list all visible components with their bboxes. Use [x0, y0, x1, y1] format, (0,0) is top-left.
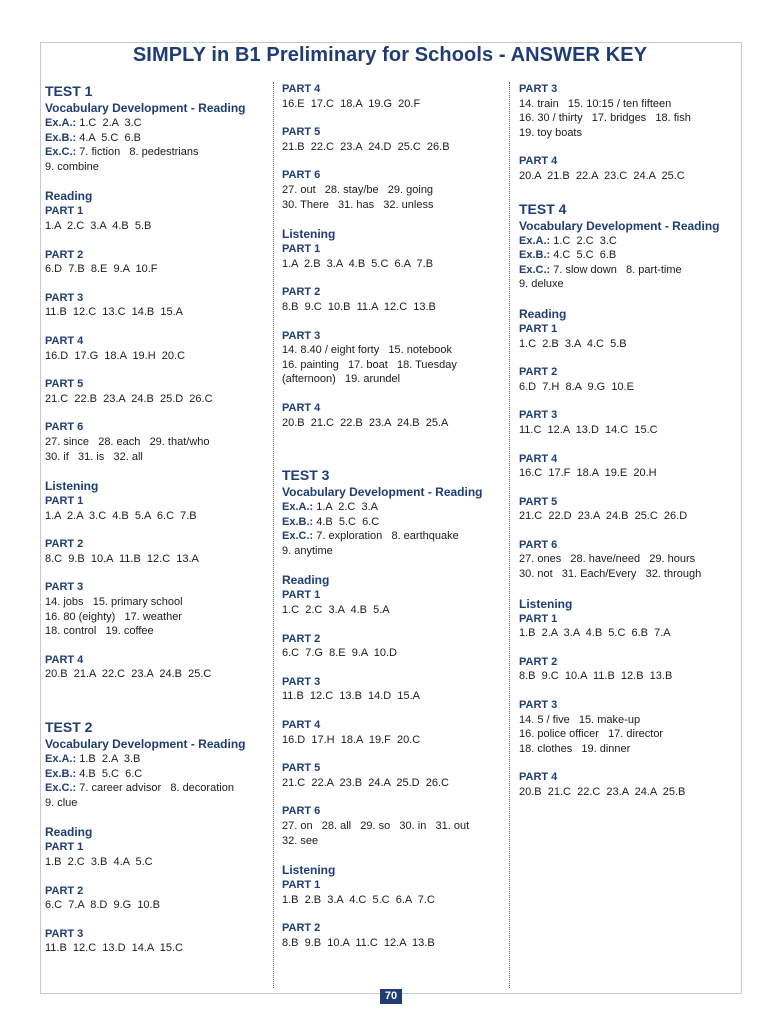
- part-title: PART 6: [519, 538, 558, 551]
- part-title: PART 2: [282, 286, 321, 299]
- part-title: PART 2: [519, 655, 558, 668]
- exercise-label: Ex.B.:: [282, 515, 314, 528]
- answer-line: 9. deluxe: [519, 278, 564, 291]
- section-title: Reading: [45, 825, 93, 840]
- column-divider: [273, 82, 274, 988]
- part-title: PART 2: [519, 366, 558, 379]
- answer-line: 21.C 22.B 23.A 24.B 25.D 26.C: [45, 392, 213, 405]
- answer-line: 11.B 12.C 13.C 14.B 15.A: [45, 306, 183, 319]
- answer-line: 14. jobs 15. primary school: [45, 596, 183, 609]
- part-title: PART 1: [282, 589, 321, 602]
- answer-text: 1.C 2.C 3.C: [550, 234, 617, 247]
- answer-line: 8.B 9.C 10.A 11.B 12.B 13.B: [519, 670, 673, 683]
- test-title: TEST 3: [282, 467, 330, 484]
- answer-line: 18. control 19. coffee: [45, 625, 154, 638]
- answer-line: 9. combine: [45, 160, 99, 173]
- exercise-label: Ex.A.:: [282, 501, 314, 514]
- answer-line: 18. clothes 19. dinner: [519, 742, 631, 755]
- answer-line: [282, 515, 507, 530]
- answer-line: 1.A 2.B 3.A 4.B 5.C 6.A 7.B: [282, 257, 434, 270]
- exercise-label: Ex.B.:: [519, 249, 551, 262]
- part-title: PART 5: [282, 762, 321, 775]
- answer-line: 16. painting 17. boat 18. Tuesday: [282, 358, 457, 371]
- answer-text: 1.A 2.C 3.A: [313, 501, 379, 514]
- exercise-label: Ex.A.:: [519, 234, 551, 247]
- part-title: PART 5: [45, 378, 84, 391]
- part-title: PART 2: [282, 922, 321, 935]
- answer-line: 11.C 12.A 13.D 14.C 15.C: [519, 423, 658, 436]
- part-title: PART 3: [282, 329, 321, 342]
- exercise-label: Ex.B.:: [45, 131, 77, 144]
- answer-line: 16.D 17.G 18.A 19.H 20.C: [45, 349, 186, 362]
- part-title: PART 3: [45, 581, 84, 594]
- part-title: PART 3: [519, 699, 558, 712]
- answer-line: 1.A 2.C 3.A 4.B 5.B: [45, 219, 152, 232]
- part-title: PART 1: [45, 205, 84, 218]
- exercise-label: Ex.A.:: [45, 753, 77, 766]
- answer-line: 20.B 21.A 22.C 23.A 24.B 25.C: [45, 668, 212, 681]
- exercise-label: Ex.C.:: [45, 146, 77, 159]
- answer-line: 27. out 28. stay/be 29. going: [282, 183, 434, 196]
- exercise-label: Ex.B.:: [45, 767, 77, 780]
- answer-line: 6.C 7.G 8.E 9.A 10.D: [282, 647, 397, 660]
- part-title: PART 2: [45, 538, 84, 551]
- answer-text: 4.B 5.C 6.C: [76, 767, 143, 780]
- exercise-label: Ex.C.:: [45, 782, 77, 795]
- section-title: Listening: [45, 479, 99, 494]
- answer-line: 14. 5 / five 15. make-up: [519, 713, 641, 726]
- answer-line: [45, 752, 270, 767]
- answer-line: [519, 248, 744, 263]
- answer-line: 14. train 15. 10:15 / ten fifteen: [519, 97, 672, 110]
- answer-text: 7. slow down 8. part-time: [550, 263, 682, 276]
- answer-line: [519, 263, 744, 278]
- answer-line: 30. There 31. has 32. unless: [282, 198, 434, 211]
- answer-line: 16.C 17.F 18.A 19.E 20.H: [519, 467, 657, 480]
- part-title: PART 4: [282, 83, 321, 95]
- part-title: PART 1: [519, 612, 558, 625]
- answer-line: 27. since 28. each 29. that/who: [45, 435, 210, 448]
- answer-text: 4.C 5.C 6.B: [550, 249, 617, 262]
- answer-text: 4.B 5.C 6.C: [313, 515, 380, 528]
- answer-line: 8.B 9.B 10.A 11.C 12.A 13.B: [282, 936, 435, 949]
- answer-line: 1.C 2.B 3.A 4.C 5.B: [519, 337, 627, 350]
- answer-line: 27. on 28. all 29. so 30. in 31. out: [282, 820, 470, 832]
- column-3: [519, 82, 744, 800]
- exercise-label: Ex.C.:: [282, 530, 314, 543]
- answer-line: [45, 116, 270, 131]
- answer-line: 1.B 2.B 3.A 4.C 5.C 6.A 7.C: [282, 893, 435, 906]
- section-title: Listening: [282, 227, 336, 242]
- answer-line: [282, 529, 507, 544]
- answer-line: 21.C 22.A 23.B 24.A 25.D 26.C: [282, 776, 449, 789]
- answer-line: 1.B 2.A 3.A 4.B 5.C 6.B 7.A: [519, 627, 671, 640]
- test-title: TEST 4: [519, 200, 567, 217]
- answer-line: 16. 30 / thirty 17. bridges 18. fish: [519, 112, 691, 125]
- answer-text: 1.C 2.A 3.C: [76, 117, 142, 129]
- part-title: PART 4: [45, 334, 84, 347]
- part-title: PART 1: [45, 841, 84, 854]
- part-title: PART 4: [45, 653, 84, 666]
- answer-text: 7. career advisor 8. decoration: [76, 782, 234, 795]
- answer-line: 16. police officer 17. director: [519, 728, 664, 741]
- exercise-label: Ex.C.:: [519, 263, 551, 276]
- part-title: PART 5: [282, 126, 321, 139]
- answer-line: 11.B 12.C 13.D 14.A 15.C: [45, 942, 183, 955]
- section-title: Vocabulary Development - Reading: [282, 485, 483, 500]
- part-title: PART 4: [519, 771, 558, 784]
- answer-line: 11.B 12.C 13.B 14.D 15.A: [282, 690, 420, 703]
- answer-line: [519, 234, 744, 249]
- answer-line: [45, 145, 270, 160]
- answer-line: 9. anytime: [282, 544, 333, 557]
- part-title: PART 2: [282, 632, 321, 645]
- page-title: SIMPLY in B1 Preliminary for Schools - ANSWER KEY: [132, 44, 648, 66]
- answer-line: 30. if 31. is 32. all: [45, 450, 143, 463]
- answer-text: 7. exploration 8. earthquake: [313, 530, 459, 543]
- answer-line: 8.C 9.B 10.A 11.B 12.C 13.A: [45, 552, 199, 565]
- column-1: [45, 82, 270, 956]
- answer-line: 19. toy boats: [519, 126, 582, 139]
- section-title: Vocabulary Development - Reading: [45, 101, 246, 115]
- answer-line: 20.B 21.C 22.B 23.A 24.B 25.A: [282, 416, 449, 429]
- part-title: PART 6: [282, 169, 321, 182]
- answer-line: 27. ones 28. have/need 29. hours: [519, 553, 696, 566]
- answer-line: 1.C 2.C 3.A 4.B 5.A: [282, 604, 390, 617]
- part-title: PART 2: [45, 884, 84, 897]
- part-title: PART 4: [519, 452, 558, 465]
- answer-line: 1.A 2.A 3.C 4.B 5.A 6.C 7.B: [45, 509, 197, 522]
- test-title: TEST 2: [45, 719, 93, 736]
- part-title: PART 3: [45, 291, 84, 304]
- answer-line: (afternoon) 19. arundel: [282, 373, 401, 386]
- answer-line: 21.B 22.C 23.A 24.D 25.C 26.B: [282, 140, 450, 153]
- part-title: PART 4: [282, 719, 321, 732]
- part-title: PART 3: [519, 83, 558, 95]
- part-title: PART 1: [45, 495, 84, 508]
- part-title: PART 1: [282, 879, 321, 892]
- section-title: Listening: [282, 863, 336, 878]
- answer-line: [282, 500, 507, 515]
- part-title: PART 2: [45, 248, 84, 261]
- answer-line: 14. 8.40 / eight forty 15. notebook: [282, 344, 453, 357]
- section-title: Reading: [282, 573, 330, 588]
- answer-line: 16.D 17.H 18.A 19.F 20.C: [282, 733, 421, 746]
- answer-line: 16.E 17.C 18.A 19.G 20.F: [282, 97, 421, 110]
- part-title: PART 1: [282, 243, 321, 256]
- answer-line: 1.B 2.C 3.B 4.A 5.C: [45, 856, 153, 868]
- answer-line: 20.A 21.B 22.A 23.C 24.A 25.C: [519, 169, 685, 182]
- answer-line: 8.B 9.C 10.B 11.A 12.C 13.B: [282, 300, 436, 313]
- part-title: PART 4: [282, 401, 321, 414]
- answer-text: 7. fiction 8. pedestrians: [76, 146, 199, 159]
- answer-line: [45, 131, 270, 146]
- section-title: Reading: [45, 189, 93, 204]
- answer-line: 6.D 7.H 8.A 9.G 10.E: [519, 380, 634, 393]
- part-title: PART 3: [45, 927, 84, 940]
- part-title: PART 1: [519, 322, 558, 335]
- exercise-label: Ex.A.:: [45, 117, 77, 129]
- part-title: PART 4: [519, 155, 558, 168]
- section-title: Vocabulary Development - Reading: [45, 737, 246, 752]
- part-title: PART 3: [519, 409, 558, 422]
- part-title: PART 6: [45, 421, 84, 434]
- answer-line: 30. not 31. Each/Every 32. through: [519, 568, 702, 581]
- answer-line: [45, 781, 270, 796]
- answer-line: 6.C 7.A 8.D 9.G 10.B: [45, 899, 160, 912]
- answer-text: 1.B 2.A 3.B: [76, 753, 141, 766]
- answer-text: 4.A 5.C 6.B: [76, 131, 142, 144]
- page-number: 70: [380, 989, 402, 1004]
- part-title: PART 6: [282, 805, 321, 818]
- answer-line: 9. clue: [45, 796, 78, 809]
- answer-line: 6.D 7.B 8.E 9.A 10.F: [45, 263, 158, 276]
- part-title: PART 5: [519, 495, 558, 508]
- section-title: Vocabulary Development - Reading: [519, 218, 720, 233]
- column-2: [282, 82, 507, 951]
- column-divider: [509, 82, 510, 988]
- answer-line: 16. 80 (eighty) 17. weather: [45, 610, 182, 623]
- part-title: PART 3: [282, 675, 321, 688]
- answer-line: [45, 767, 270, 782]
- section-title: Listening: [519, 596, 573, 611]
- answer-line: 21.C 22.D 23.A 24.B 25.C 26.D: [519, 510, 688, 523]
- answer-line: 32. see: [282, 834, 319, 847]
- answer-line: 20.B 21.C 22.C 23.A 24.A 25.B: [519, 786, 686, 798]
- test-title: TEST 1: [45, 83, 93, 99]
- section-title: Reading: [519, 306, 567, 321]
